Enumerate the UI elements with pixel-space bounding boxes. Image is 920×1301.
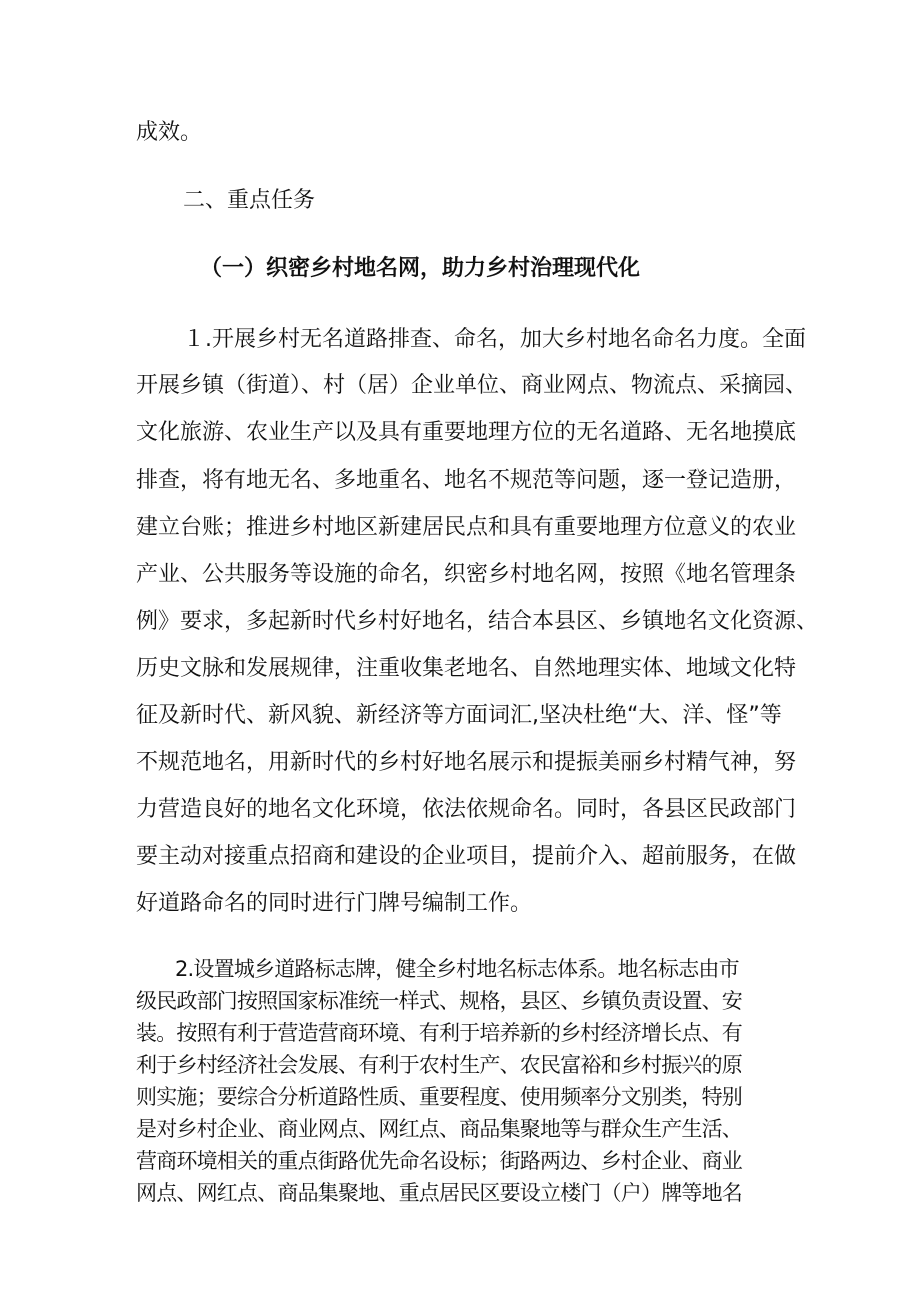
paragraph-1-line: 不规范地名，用新时代的乡村好地名展示和提振美丽乡村精气神，努 (136, 750, 797, 775)
paragraph-2-line: 装。按照有利于营造营商环境、有利于培养新的乡村经济增长点、有 (136, 1021, 742, 1045)
paragraph-1-line: 征及新时代、新风貌、新经济等方面词汇,坚决杜绝“大、洋、怪”等 (136, 703, 782, 728)
paragraph-1-line: 好道路命名的同时进行门牌号编制工作。 (136, 891, 533, 916)
paragraph-2-line: 是对乡村企业、商业网点、网红点、商品集聚地等与群众生产生活、 (136, 1117, 742, 1141)
paragraph-2-line: 网点、网红点、商品集聚地、重点居民区要设立楼门（户）牌等地名 (136, 1181, 742, 1205)
paragraph-1-line: 例》要求，多起新时代乡村好地名，结合本县区、乡镇地名文化资源、 (136, 609, 819, 634)
paragraph-1-line: 产业、公共服务等设施的命名，织密乡村地名网，按照《地名管理条 (136, 562, 797, 587)
paragraph-1-line: 力营造良好的地名文化环境，依法依规命名。同时，各县区民政部门 (136, 797, 797, 822)
section-heading: 二、重点任务 (183, 188, 316, 213)
text-line: 成效。 (136, 120, 203, 145)
paragraph-1-line: 文化旅游、农业生产以及具有重要地理方位的无名道路、无名地摸底 (136, 420, 797, 445)
paragraph-2-line: 利于乡村经济社会发展、有利于农村生产、农民富裕和乡村振兴的原 (136, 1053, 742, 1077)
subsection-heading: （一）织密乡村地名网，助力乡村治理现代化 (200, 256, 641, 281)
paragraph-1-line: 建立台账；推进乡村地区新建居民点和具有重要地理方位意义的农业 (136, 515, 797, 540)
paragraph-1-line: 排查，将有地无名、多地重名、地名不规范等问题，逐一登记造册， (136, 468, 797, 493)
paragraph-1-line: 历史文脉和发展规律，注重收集老地名、自然地理实体、地域文化特 (136, 656, 797, 681)
paragraph-1-line: 开展乡镇（街道）、村（居）企业单位、商业网点、物流点、采摘园、 (136, 373, 808, 398)
paragraph-2-line: 营商环境相关的重点街路优先命名设标；街路两边、乡村企业、商业 (136, 1149, 742, 1173)
paragraph-2-line: 则实施；要综合分析道路性质、重要程度、使用频率分文别类，特别 (136, 1085, 742, 1109)
paragraph-1-line: １.开展乡村无名道路排查、命名，加大乡村地名命名力度。全面 (183, 327, 806, 352)
paragraph-2-line: 级民政部门按照国家标准统一样式、规格，县区、乡镇负责设置、安 (136, 989, 742, 1013)
paragraph-2-line: 2.设置城乡道路标志牌，健全乡村地名标志体系。地名标志由市 (175, 957, 739, 981)
paragraph-1-line: 要主动对接重点招商和建设的企业项目，提前介入、超前服务，在做 (136, 844, 797, 869)
